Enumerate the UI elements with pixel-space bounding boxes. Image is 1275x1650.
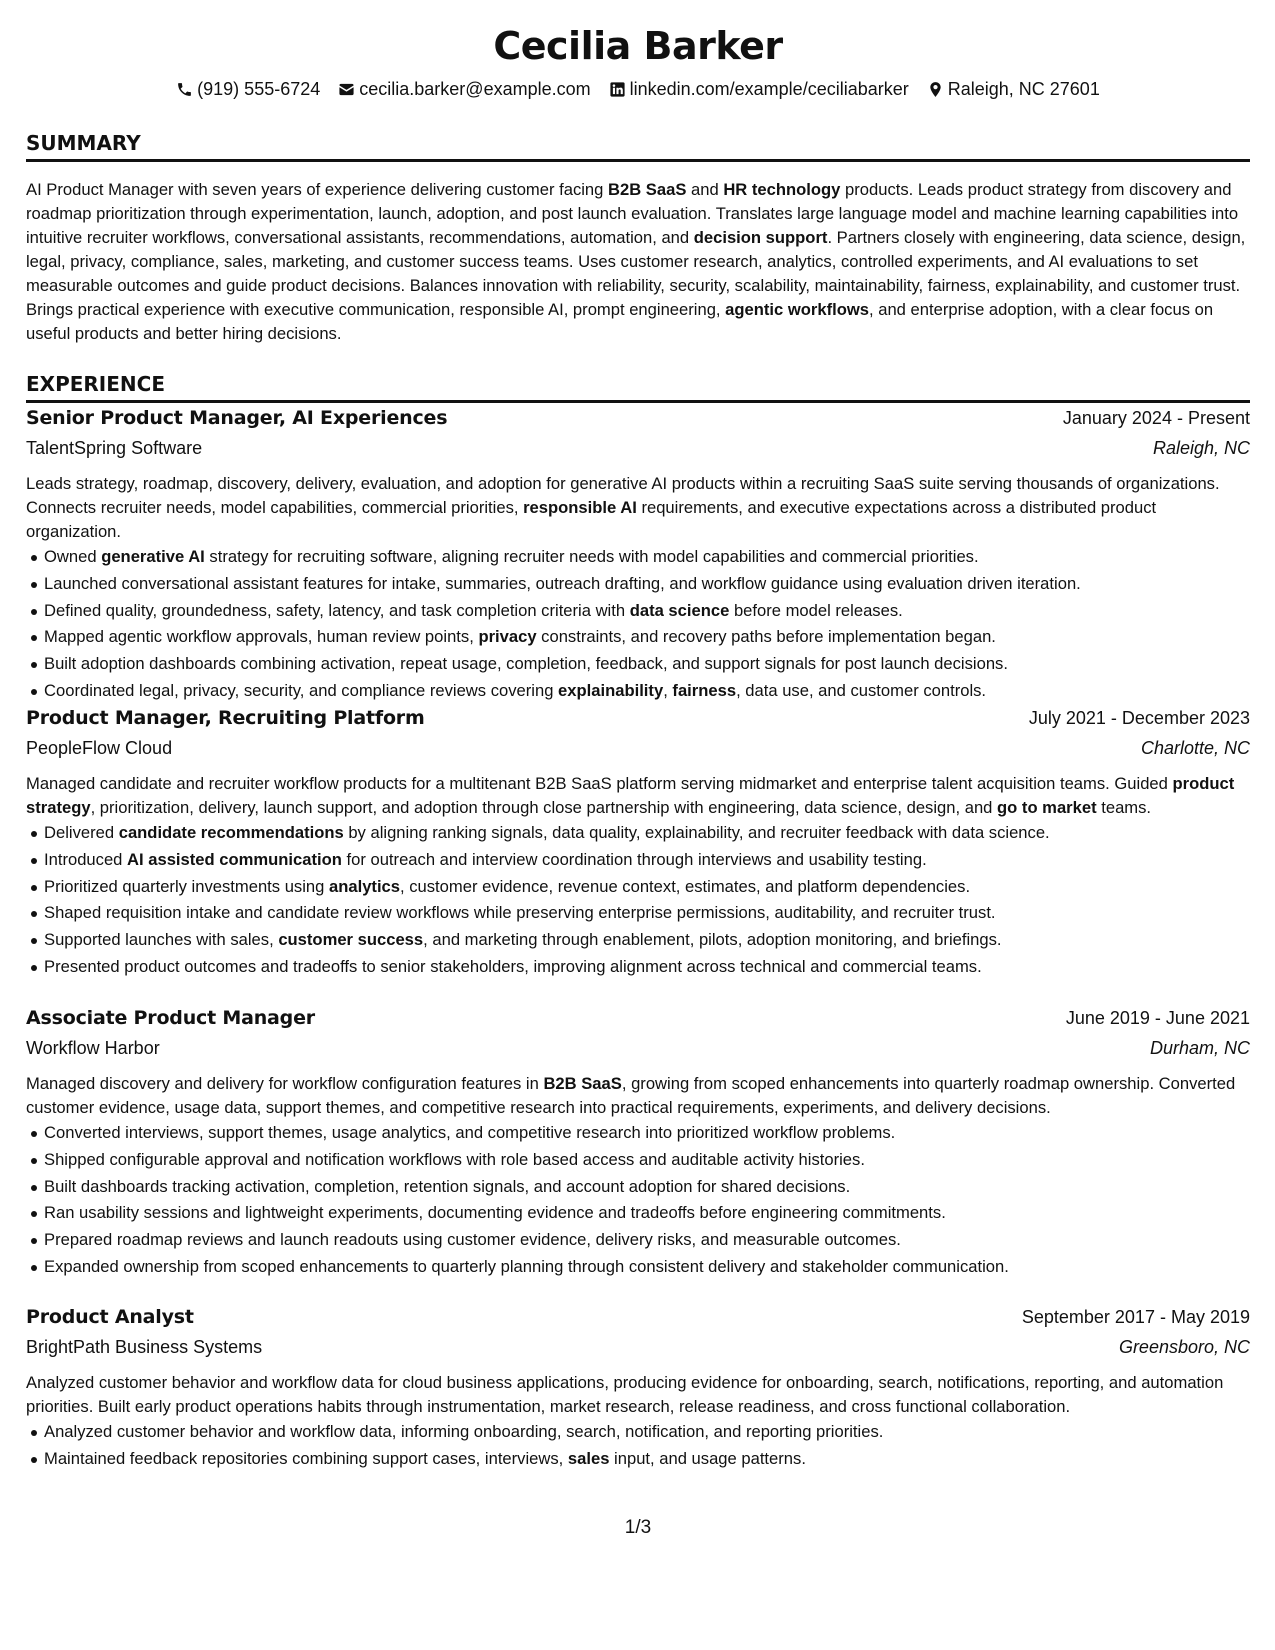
job-location: Charlotte, NC: [1140, 738, 1250, 758]
linkedin-icon: [609, 81, 626, 98]
bullet-item: Launched conversational assistant features for intake, summaries, outreach drafting, and workflow guidance using evaluation driven iteration.: [26, 571, 1250, 598]
location-text: Raleigh, NC 27601: [947, 79, 1100, 99]
bullet-item: Shaped requisition intake and candidate review workflows while preserving enterprise permissions, auditability, and recruiter trust.: [26, 900, 1250, 927]
bullet-item: Defined quality, groundedness, safety, latency, and task completion criteria with data science before model releases.: [26, 598, 1250, 625]
job-bullets: [26, 820, 1250, 981]
bullet-item: Built dashboards tracking activation, completion, retention signals, and account adoption for shared decisions.: [26, 1174, 1250, 1201]
job-title: Product Manager, Recruiting Platform: [26, 707, 425, 729]
job-header: [26, 707, 1250, 738]
envelope-icon: [338, 81, 355, 98]
job-subheader: [26, 438, 1250, 472]
job-location: Greensboro, NC: [1118, 1337, 1250, 1357]
email-link[interactable]: cecilia.barker@example.com: [359, 79, 591, 99]
job-subheader: [26, 738, 1250, 772]
phone-text: (919) 555-6724: [197, 79, 321, 99]
linkedin-link[interactable]: linkedin.com/example/ceciliabarker: [629, 79, 909, 99]
resume-page: [26, 0, 1250, 1650]
contact-location: [927, 79, 1100, 100]
map-pin-icon: [927, 81, 944, 98]
job-dates: January 2024 - Present: [1062, 408, 1250, 428]
candidate-name: Cecilia Barker: [493, 24, 783, 68]
job-entry: [26, 1007, 1250, 1281]
bullet-item: Built adoption dashboards combining activation, repeat usage, completion, feedback, and support signals for post launch decisions.: [26, 651, 1250, 678]
bullet-item: Owned generative AI strategy for recruiting software, aligning recruiter needs with model capabilities and commercial priorities.: [26, 544, 1250, 571]
bullet-item: Presented product outcomes and tradeoffs to senior stakeholders, improving alignment across technical and commercial teams.: [26, 954, 1250, 981]
job-description: Managed discovery and delivery for workflow configuration features in B2B SaaS, growing from scoped enhancements into quarterly roadmap ownership. Converted customer evidence, usage data, support themes, and competitive research into practical requirements, experiments, and delivery decisions.: [26, 1074, 1236, 1117]
job-dates: June 2019 - June 2021: [1065, 1008, 1250, 1028]
job-location: Raleigh, NC: [1152, 438, 1250, 458]
summary-text: AI Product Manager with seven years of experience delivering customer facing B2B SaaS and HR technology products. Leads product strategy from discovery and roadmap prioritization through experimentation, launch, adoption, and post launch evaluation. Translates large language model and machine learning capabilities into intuitive recruiter workflows, conversational assistants, recommendations, automation, and decision support. Partners closely with engineering, data science, design, legal, privacy, compliance, sales, marketing, and customer success teams. Uses customer research, analytics, controlled experiments, and AI evaluations to set measurable outcomes and guide product decisions. Balances innovation with reliability, security, scalability, maintainability, fairness, explainability, and customer trust. Brings practical experience with executive communication, responsible AI, prompt engineering, agentic workflows, and enterprise adoption, with a clear focus on useful products and better hiring decisions.: [26, 180, 1246, 343]
contact-email[interactable]: [338, 79, 590, 100]
bullet-item: Analyzed customer behavior and workflow data, informing onboarding, search, notification, and reporting priorities.: [26, 1419, 1250, 1446]
company-name: BrightPath Business Systems: [26, 1337, 263, 1357]
job-header: [26, 407, 1250, 438]
bullet-item: Shipped configurable approval and notification workflows with role based access and auditable activity histories.: [26, 1147, 1250, 1174]
job-subheader: [26, 1337, 1250, 1371]
job-entry: [26, 407, 1250, 705]
experience-heading: EXPERIENCE: [26, 372, 1250, 403]
bullet-item: Ran usability sessions and lightweight experiments, documenting evidence and tradeoffs before engineering commitments.: [26, 1200, 1250, 1227]
company-name: PeopleFlow Cloud: [26, 738, 173, 758]
bullet-item: Supported launches with sales, customer success, and marketing through enablement, pilots, adoption monitoring, and briefings.: [26, 927, 1250, 954]
job-bullets: [26, 1419, 1250, 1473]
job-header: [26, 1306, 1250, 1337]
job-subheader: [26, 1038, 1250, 1072]
job-dates: July 2021 - December 2023: [1028, 708, 1250, 728]
bullet-item: Introduced AI assisted communication for outreach and interview coordination through interviews and usability testing.: [26, 847, 1250, 874]
company-name: TalentSpring Software: [26, 438, 203, 458]
contact-phone: [176, 79, 320, 100]
bullet-item: Delivered candidate recommendations by aligning ranking signals, data quality, explainability, and recruiter feedback with data science.: [26, 820, 1250, 847]
job-description: Managed candidate and recruiter workflow products for a multitenant B2B SaaS platform serving midmarket and enterprise talent acquisition teams. Guided product strategy, prioritization, delivery, launch support, and adoption through close partnership with engineering, data science, design, and go to market teams.: [26, 774, 1235, 817]
company-name: Workflow Harbor: [26, 1038, 160, 1058]
job-entry: [26, 1306, 1250, 1473]
job-title: Product Analyst: [26, 1306, 194, 1328]
job-entry: [26, 707, 1250, 981]
bullet-item: Prioritized quarterly investments using analytics, customer evidence, revenue context, estimates, and platform dependencies.: [26, 874, 1250, 901]
job-description: Leads strategy, roadmap, discovery, delivery, evaluation, and adoption for generative AI products within a recruiting SaaS suite serving thousands of organizations. Connects recruiter needs, model capabilities, commercial priorities, responsible AI requirements, and executive expectations across a distributed product organization.: [26, 474, 1220, 541]
contact-bar: [26, 79, 1250, 100]
phone-icon: [176, 81, 193, 98]
bullet-item: Mapped agentic workflow approvals, human review points, privacy constraints, and recovery paths before implementation began.: [26, 624, 1250, 651]
job-bullets: [26, 1120, 1250, 1281]
job-location: Durham, NC: [1149, 1038, 1250, 1058]
summary-heading: SUMMARY: [26, 131, 1250, 162]
job-description: Analyzed customer behavior and workflow data for cloud business applications, producing evidence for onboarding, search, notifications, reporting, and automation priorities. Built early product operations habits through instrumentation, market research, release readiness, and cross functional collaboration.: [26, 1373, 1224, 1416]
bullet-item: Converted interviews, support themes, usage analytics, and competitive research into prioritized workflow problems.: [26, 1120, 1250, 1147]
bullet-item: Prepared roadmap reviews and launch readouts using customer evidence, delivery risks, and measurable outcomes.: [26, 1227, 1250, 1254]
job-header: [26, 1007, 1250, 1038]
bullet-item: Maintained feedback repositories combining support cases, interviews, sales input, and usage patterns.: [26, 1446, 1250, 1473]
bullet-item: Expanded ownership from scoped enhancements to quarterly planning through consistent delivery and stakeholder communication.: [26, 1254, 1250, 1281]
job-title: Senior Product Manager, AI Experiences: [26, 407, 448, 429]
job-title: Associate Product Manager: [26, 1007, 315, 1029]
page-number: 1/3: [624, 1517, 652, 1538]
contact-linkedin[interactable]: [609, 79, 909, 100]
bullet-item: Coordinated legal, privacy, security, and compliance reviews covering explainability, fairness, data use, and customer controls.: [26, 678, 1250, 705]
job-dates: September 2017 - May 2019: [1021, 1307, 1250, 1327]
job-bullets: [26, 544, 1250, 705]
